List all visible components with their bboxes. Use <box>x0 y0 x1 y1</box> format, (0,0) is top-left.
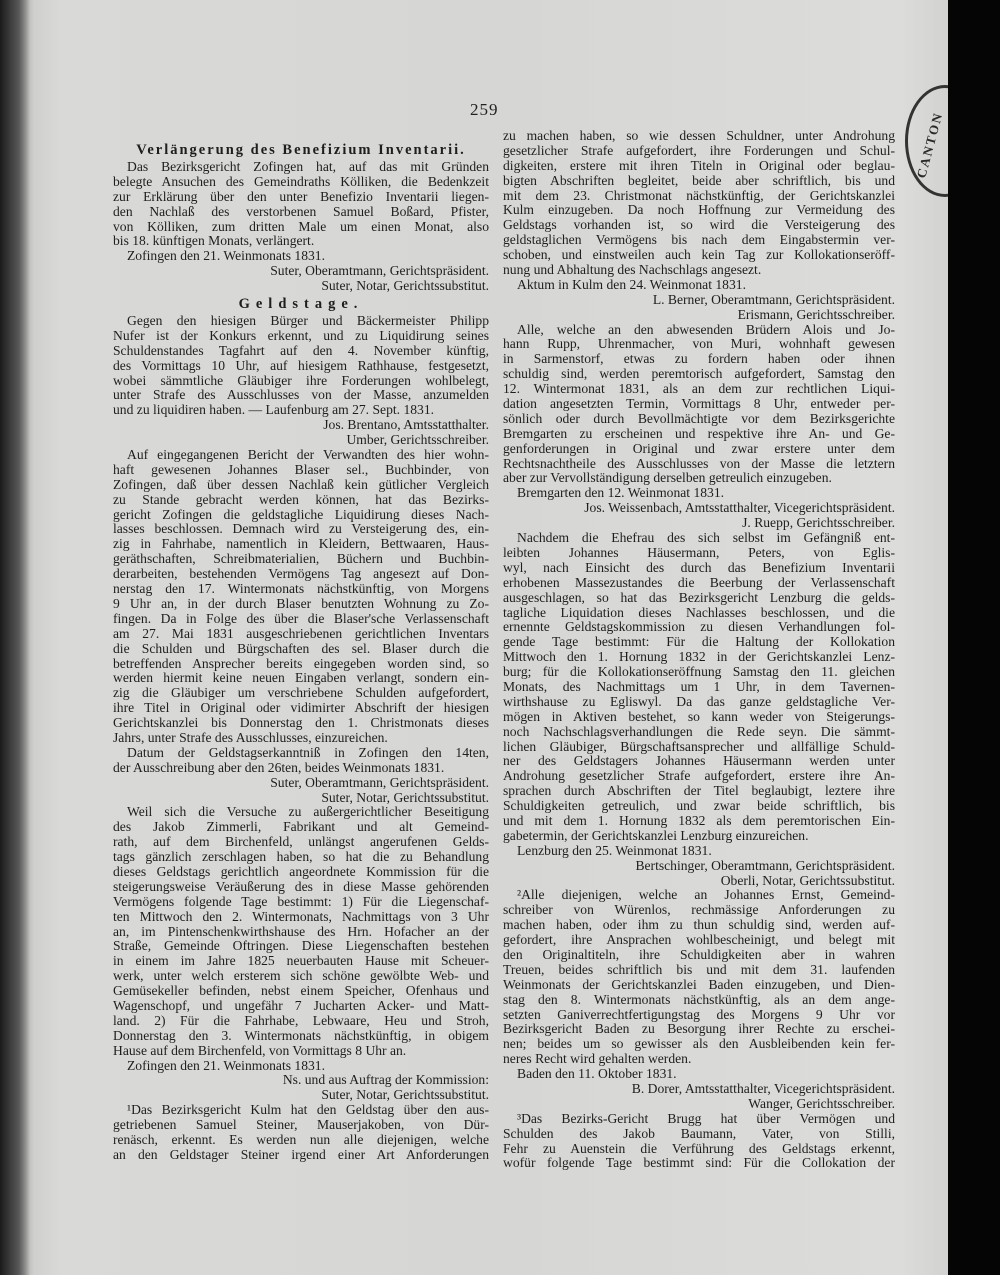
text-line: in Sarmenstorf, etwas zu fordern haben oder ihnen <box>503 351 895 367</box>
text-line: land. 2) Für die Fahrhabe, Lebwaare, Heu und Stroh, <box>113 1012 489 1028</box>
signature-block <box>503 501 895 531</box>
text-line: Fehr zu Auenstein die Verführung des Geldstags erkennt, <box>503 1140 895 1156</box>
text-line: belegte Ansuchen des Gemeindraths Kölliken, die Bedenkzeit <box>113 173 489 189</box>
notice-paragraph <box>503 129 895 278</box>
notice-paragraph <box>503 531 895 844</box>
signature-block <box>113 264 489 294</box>
text-line: zig die Gläubiger um verschriebene Schulden aufgefordert, <box>113 685 489 701</box>
text-line: aber zur Vervollständigung derselben getreulich einzugeben. <box>503 470 832 486</box>
text-line: Monats, des Nachmittags um 1 Uhr, in dem Tavernen- <box>503 678 895 694</box>
text-line: Bremgarten zu erscheinen und respektive ihre An- und Ge- <box>503 425 895 441</box>
text-line: Bremgarten den 12. Weinmonat 1831. <box>517 485 725 501</box>
text-line: mit dem 23. Christmonat nächstkünftig, der Gerichtskanzlei <box>503 187 895 203</box>
text-line: Suter, Notar, Gerichtssubstitut. <box>321 278 489 294</box>
text-line: ihre Titel in Original oder vidimirter Abschrift der hiesigen <box>113 700 489 716</box>
text-line: lasses beschlossen. Demnach wird zu Versteigerung des, ein- <box>113 521 489 537</box>
text-line: Schuldigkeiten getreulich, und zwar beide schriftlich, bis <box>503 798 895 814</box>
text-line: Suter, Notar, Gerichtssubstitut. <box>321 1087 489 1103</box>
text-line: ten Mittwoch den 2. Wintermonats, Nachmittags von 3 Uhr <box>113 908 489 924</box>
text-line: 12. Wintermonat 1831, als an dem zur rechtlichen Liqui- <box>503 381 895 397</box>
notice-paragraph <box>113 805 489 1058</box>
signature-block <box>113 1073 489 1103</box>
text-line: Zofingen, daß über dessen Nachlaß kein gütlicher Vergleich <box>113 476 489 492</box>
text-line: noch Nachschlagsverhandlungen die Rede seyn. Die sämmt- <box>503 723 895 739</box>
text-line: Suter, Notar, Gerichtssubstitut. <box>321 789 489 805</box>
text-line: ner des Geldstagers Johannes Häusermann werden unter <box>503 753 895 769</box>
notice-paragraph <box>113 1103 489 1163</box>
text-line: schuldig sind, werden peremtorisch aufgefordert, Samstag den <box>503 366 895 382</box>
text-line: Jahrs, unter Strafe des Ausschlusses, einzureichen. <box>113 729 388 745</box>
text-line: Erismann, Gerichtsschreiber. <box>737 306 895 322</box>
text-line: den Nachlaß des verstorbenen Samuel Boßard, Pfister, <box>113 203 489 219</box>
notice-paragraph <box>113 448 489 746</box>
text-line: gende Tage bestimmt: Für die Haltung der Kollokation <box>503 634 895 650</box>
text-line: nung und Abhaltung des Nachschlags angesezt. <box>503 262 762 278</box>
text-line: ³Das Bezirks-Gericht Brugg hat über Vermögen und <box>517 1110 895 1126</box>
signature-block <box>503 859 895 889</box>
text-line: Umber, Gerichtsschreiber. <box>346 432 489 448</box>
text-line: schoben, und einstweilen auch kein Tag zur Kollokationseröff- <box>503 247 895 263</box>
text-line: J. Ruepp, Gerichtsschreiber. <box>742 515 895 531</box>
text-line: nerstag den 17. Wintermonats nächstkünftig, von Morgens <box>113 581 489 597</box>
notice-paragraph <box>113 746 489 776</box>
left-column <box>113 140 489 1163</box>
text-line: getriebenen Samuel Steiner, Mauserjakoben, von Dür- <box>113 1117 489 1133</box>
notice-paragraph <box>503 1112 895 1172</box>
text-line: Alle, welche an den abwesenden Brüdern Alois und Jo- <box>517 321 895 337</box>
text-line: werk, unter welch ersterem sich schöne gewölbte Web- und <box>113 968 489 984</box>
text-line: die Schulden und Bürgschaften des sel. Blaser durch die <box>113 640 489 656</box>
text-line: sprachen durch Abschriften der Titel beglaubigt, leztere ihre <box>503 783 895 799</box>
text-line: Bertschinger, Oberamtmann, Gerichtspräsident. <box>635 857 895 873</box>
text-line: nen; beides um so gewisser als den Ausbleibenden kein fer- <box>503 1036 895 1052</box>
text-line: gabetermin, der Gerichtskanzlei Lenzburg einzureichen. <box>503 827 809 843</box>
text-line: bis 18. künftigen Monats, verlängert. <box>113 233 315 249</box>
signature-block <box>503 1082 895 1112</box>
text-line: Baden den 11. Oktober 1831. <box>517 1066 677 1082</box>
text-line: Weil sich die Versuche zu außergerichtlicher Beseitigung <box>127 804 489 820</box>
text-line: mögen in Aktiven bestehet, so kann weder von Steigerungs- <box>503 708 895 724</box>
text-line: dieses Geldstags gerichtlich angeordnete Kommission für die <box>113 863 489 879</box>
text-line: ausgeschlagen, so hat das Bezirksgericht Lenzburg die gelds- <box>503 589 895 605</box>
text-line: zig in Fahrhabe, namentlich in Kleidern, Bettwaaren, Haus- <box>113 536 489 552</box>
text-line: Hause auf dem Birchenfeld, von Vormittags 8 Uhr an. <box>113 1042 407 1058</box>
text-line: Auf eingegangenen Bericht der Verwandten des hier wohn- <box>127 447 489 463</box>
right-column <box>503 129 895 1171</box>
text-line: Vermögens folgende Tage bestimmt: 1) Für die Liegenschaf- <box>113 893 489 909</box>
text-line: werden hiermit keine neuen Eingaben verlangt, sondern ein- <box>113 670 489 686</box>
text-line: ernennte Geldstagskommission zu diesen Verhandlungen fol- <box>503 619 895 635</box>
book-spine-shadow <box>0 0 30 1275</box>
text-line: Geldstags vorhanden ist, so wird die Versteigerung des <box>503 217 895 233</box>
notice-paragraph <box>503 323 895 487</box>
text-line: haft gewesenen Johannes Blaser sel., Buchbinder, von <box>113 461 489 477</box>
text-line: Aktum in Kulm den 24. Weinmonat 1831. <box>517 276 746 292</box>
text-line: am 27. Mai 1831 ausgeschriebenen gerichtlichen Inventars <box>113 625 489 641</box>
text-line: burg; für die Kollokationseröffnung Samstag den 11. gleichen <box>503 664 895 680</box>
text-line: Gemüsekeller befinden, nebst einem Speicher, Ofenhaus und <box>113 983 489 999</box>
text-line: lichen Gläubiger, Bürgschaftsansprecher und allfällige Schuld- <box>503 738 895 754</box>
text-line: Mittwoch den 1. Hornung 1832 in der Gerichtskanzlei Lenz- <box>503 649 895 665</box>
text-line: Das Bezirksgericht Zofingen hat, auf das mit Gründen <box>127 159 489 174</box>
text-line: Nachdem die Ehefrau des sich selbst im Gefängniß ent- <box>517 530 895 546</box>
text-line: an den Geldstager Steiner irgend einer Art Anforderungen <box>113 1146 489 1162</box>
text-line: Treuen, beides schriftlich bis und mit dem 31. laufenden <box>503 961 895 977</box>
text-line: an, im Pintenschenkwirthshause des Hrn. Hofacher an der <box>113 923 489 939</box>
text-line: Gegen den hiesigen Bürger und Bäckermeister Philipp <box>127 313 489 329</box>
notice-paragraph <box>503 888 895 1067</box>
text-line: gesetzlicher Strafe aufgefordert, ihre Forderungen und Schul- <box>503 142 895 158</box>
text-line: wobei sämmtliche Gläubiger ihre Forderungen wohlbelegt, <box>113 372 489 388</box>
text-line: tagliche Liquidation dieses Nachlasses beschlossen, und die <box>503 604 895 620</box>
section-heading <box>113 294 489 314</box>
text-line: Kulm einzugeben. Da noch Hoffnung zur Vermeidung des <box>503 202 895 218</box>
scan-border <box>948 0 1000 1275</box>
text-line: digkeiten, erstere mit ihren Titeln in Original oder beglau- <box>503 157 895 173</box>
text-line: den Originaltiteln, ihre Schuldigkeiten aber in wahren <box>503 946 895 962</box>
text-line: zur Erklärung über den unter Benefizio Inventarii liegen- <box>113 188 489 204</box>
dateline <box>503 486 895 501</box>
text-line: Datum der Geldstagserkanntniß in Zofingen den 14ten, <box>127 744 489 760</box>
text-line: betreffenden Ansprecher bereits eingegeben worden sind, so <box>113 655 489 671</box>
text-line: fingen. Da in Folge des über die Blaser'sche Verlassenschaft <box>113 610 489 626</box>
text-line: wirthshause zu Egliswyl. Da das ganze geldstagliche Ver- <box>503 693 895 709</box>
text-line: Verlängerung des Benefizium Inventarii. <box>136 142 466 158</box>
text-line: gefordert, ihre Ansprachen wohlbescheinigt, und belegt mit <box>503 932 895 948</box>
text-line: genforderungen in Original und zwar erstere unter dem <box>503 440 895 456</box>
text-line: schreiber von Würenlos, rechmässige Anforderungen zu <box>503 902 895 918</box>
text-line: gericht Zofingen die geldstagliche Liquidirung dieses Nach- <box>113 506 489 522</box>
text-line: zu machen haben, so wie dessen Schuldner, unter Androhung <box>503 128 895 143</box>
text-line: Jos. Weissenbach, Amtsstatthalter, Vicegerichtspräsident. <box>584 500 895 516</box>
notice-paragraph <box>113 314 489 418</box>
dateline <box>503 1067 895 1082</box>
text-line: renäsch, erkennt. Es werden nun alle diejenigen, welche <box>113 1132 489 1147</box>
text-line: neres Recht wird gehalten werden. <box>503 1051 692 1067</box>
text-line: machen haben, oder ihm zu thun schuldig sind, werden auf- <box>503 917 895 933</box>
text-line: unter Strafe des Ausschlusses von der Masse, anzumelden <box>113 387 489 403</box>
text-line: Schulden des Jakob Baumann, Vater, von Stilli, <box>503 1125 895 1141</box>
text-line: in einem im Jahre 1825 neuerbauten Hause mit Scheuer- <box>113 953 489 969</box>
text-line: Schuldenstandes Tagfahrt auf den 4. November künftig, <box>113 342 489 358</box>
text-line: Rechtsnachtheile des Ausschlusses von der Masse die letztern <box>503 455 895 471</box>
text-line: sönlich oder durch Bevollmächtigte vor dem Bezirksgerichte <box>503 410 895 426</box>
text-line: steigerungsweise Veräußerung des in diese Masse gehörenden <box>113 878 489 894</box>
text-line: Androhung gesetzlicher Strafe aufgefordert, erstere ihre An- <box>503 768 895 784</box>
text-line: Suter, Oberamtmann, Gerichtspräsident. <box>270 263 489 279</box>
text-line: Gerichtskanzlei bis Donnerstag den 1. Christmonats dieses <box>113 715 489 731</box>
text-line: und zu liquidiren haben. — Laufenburg am 27. Sept. 1831. <box>113 402 435 418</box>
text-line: setzten Ganiverrechtfertigungstag des Morgens 9 Uhr vor <box>503 1006 895 1022</box>
text-line: 9 Uhr an, in der durch Blaser benutzten Wohnung zu Zo- <box>113 595 489 611</box>
text-line: Wanger, Gerichtsschreiber. <box>748 1095 895 1111</box>
text-line: dation angesetzten Termin, Vormittags 8 Uhr, entweder per- <box>503 396 895 412</box>
text-line: Suter, Oberamtmann, Gerichtspräsident. <box>270 774 489 790</box>
text-line: des Jakob Zimmerli, Fabrikant und alt Gemeind- <box>113 819 489 835</box>
notice-paragraph <box>113 160 489 249</box>
text-line: ¹Das Bezirksgericht Kulm hat den Geldstag über den aus- <box>127 1102 489 1118</box>
text-line: hann Rupp, Uhrenmacher, von Muri, wohnhaft gewesen <box>503 336 895 352</box>
signature-block <box>113 418 489 448</box>
text-line: wofür folgende Tage bestimmt sind: Für die Collokation der <box>503 1155 895 1171</box>
text-line: ²Alle diejenigen, welche an Johannes Ernst, Gemeind- <box>517 887 895 903</box>
text-line: Zofingen den 21. Weinmonats 1831. <box>127 1057 325 1073</box>
text-line: erhobenen Massezustandes die Beerbung der Verlassenschaft <box>503 574 895 590</box>
section-heading <box>113 140 489 160</box>
text-line: leibten Johannes Häusermann, Peters, von Eglis- <box>503 544 895 560</box>
text-line: des Vormittags 10 Uhr, auf hiesigem Rathhause, festgesetzt, <box>113 357 489 373</box>
signature-block <box>503 293 895 323</box>
text-line: Lenzburg den 25. Weinmonat 1831. <box>517 842 712 858</box>
text-line: derarbeiten, bestehenden Vermögens Tag angesezt auf Don- <box>113 566 489 582</box>
text-line: Wagenschopf, und ungefähr 7 Jucharten Acker- und Matt- <box>113 997 489 1013</box>
text-line: stag den 8. Wintermonats nächstkünftig, als an dem ange- <box>503 991 895 1007</box>
dateline <box>503 844 895 859</box>
text-line: Nufer ist der Konkurs erkennt, und zu Liquidirung seines <box>113 327 489 343</box>
text-line: und mit dem 1. Hornung 1832 als dem peremtorischen Ein- <box>503 812 895 828</box>
text-line: zu Stande gebracht werden können, hat das Bezirks- <box>113 491 489 507</box>
text-line: Ns. und aus Auftrag der Kommission: <box>282 1072 489 1088</box>
text-line: Straße, Gemeinde Oftringen. Diese Liegenschaften bestehen <box>113 938 489 954</box>
text-line: Weinmonats der Gerichtskanzlei Baden einzugeben, und Dien- <box>503 976 895 992</box>
dateline <box>503 278 895 293</box>
text-line: von Kölliken, zum dritten Male um einen Monat, also <box>113 218 489 234</box>
text-line: B. Dorer, Amtsstatthalter, Vicegerichtspräsident. <box>631 1081 895 1096</box>
text-line: L. Berner, Oberamtmann, Gerichtspräsident. <box>652 291 895 307</box>
text-line: Jos. Brentano, Amtsstatthalter. <box>323 417 489 433</box>
text-line: tags gänzlich zerschlagen haben, so hat die zu Behandlung <box>113 849 489 865</box>
text-line: rath, auf dem Birchenfeld, unlängst angerufenen Gelds- <box>113 834 489 850</box>
stamp-text: CANTON <box>913 110 946 180</box>
dateline <box>113 249 489 264</box>
text-line: der Ausschreibung aber den 26ten, beides Weinmonats 1831. <box>113 759 445 775</box>
dateline <box>113 1059 489 1074</box>
signature-block <box>113 776 489 806</box>
text-line: geldstaglichen Vermögens bis nach dem Eingabstermin ver- <box>503 232 895 248</box>
text-line: bigten Abschriften begleitet, beide aber schriftlich, bis und <box>503 172 895 188</box>
page-number: 259 <box>470 100 499 119</box>
text-line: Oberli, Notar, Gerichtssubstitut. <box>720 872 895 888</box>
text-line: wyl, nach Einsicht des durch das Benefizium Inventarii <box>503 559 895 575</box>
text-line: Geldstage. <box>238 296 364 313</box>
text-line: Bezirksgericht Baden zu Besorgung ihrer Rechte zu erschei- <box>503 1021 895 1037</box>
text-line: Zofingen den 21. Weinmonats 1831. <box>127 248 325 264</box>
text-line: Donnerstag den 3. Wintermonats nächstkünftig, in obigem <box>113 1027 489 1043</box>
text-line: geräthschaften, Schreibmaterialien, Büchern und Buchbin- <box>113 551 489 567</box>
